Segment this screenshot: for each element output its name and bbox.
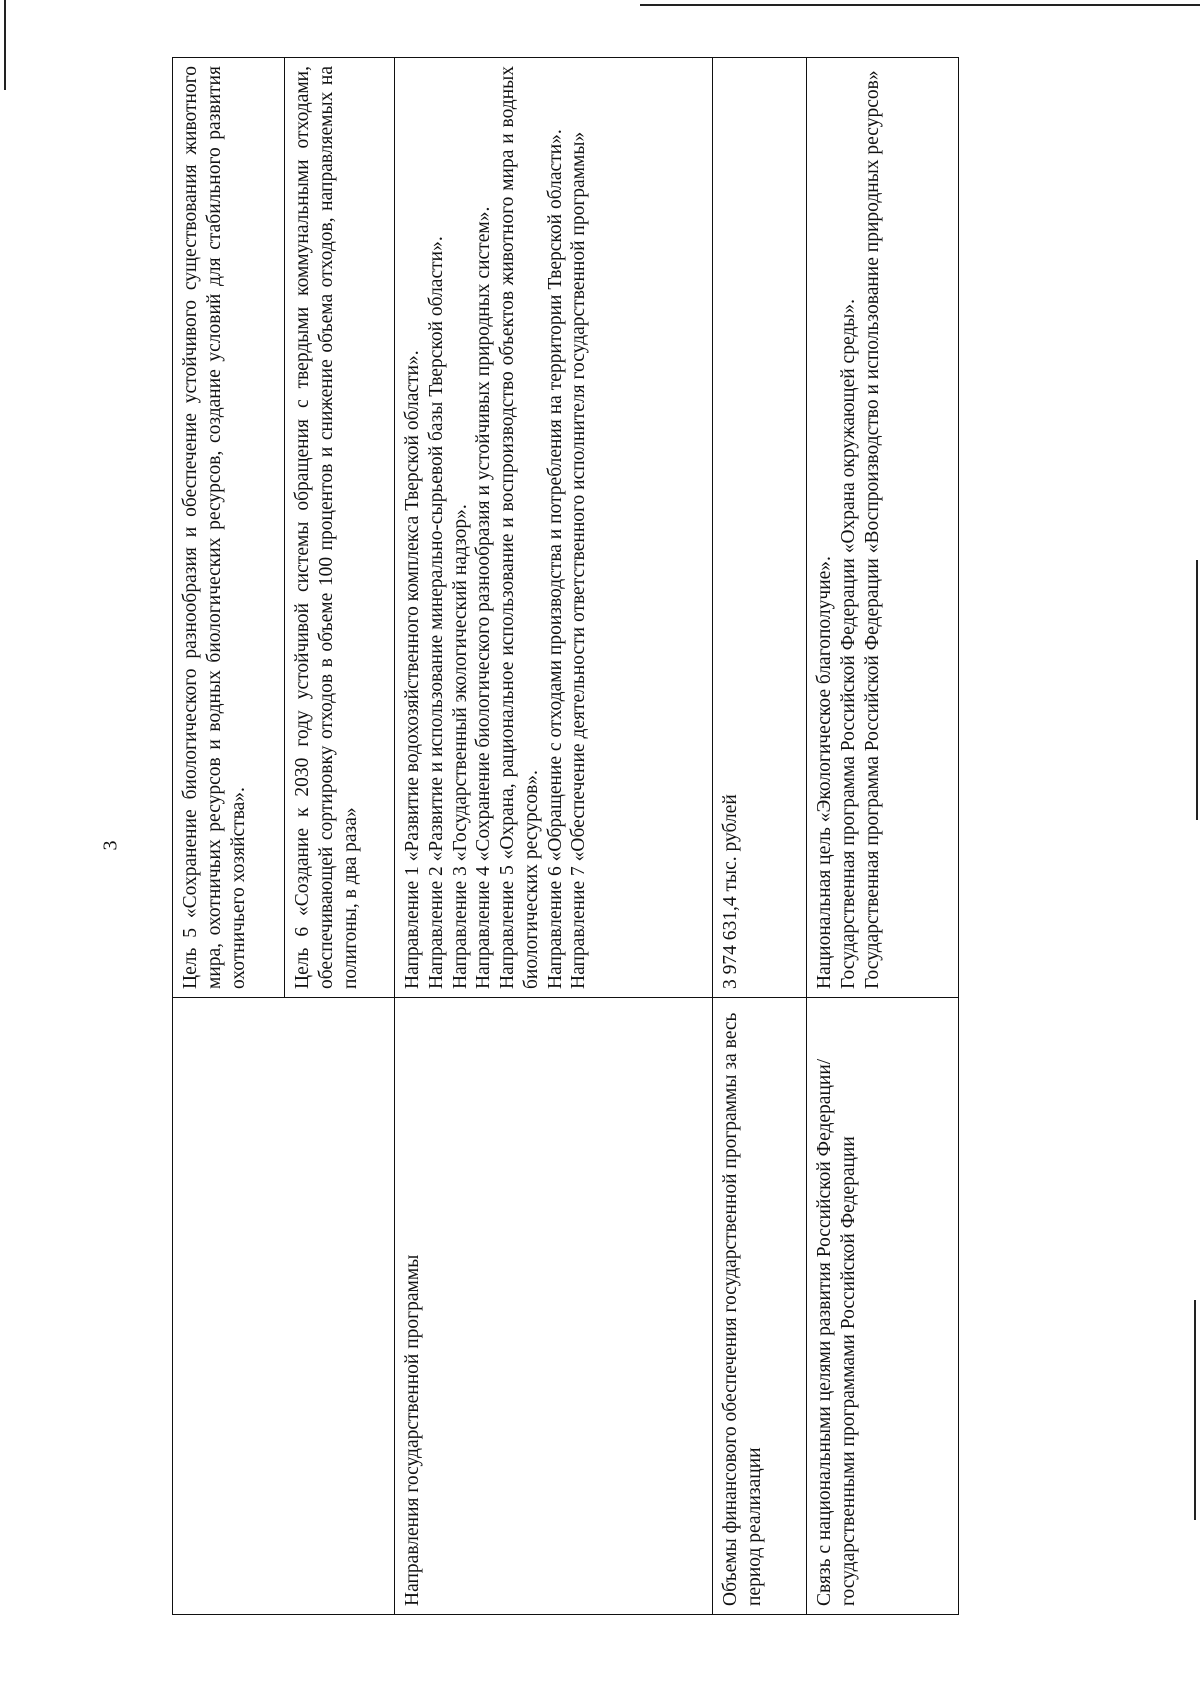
table-cell-label: Объемы финансового обеспечения государственной программы за весь период реализации (713, 998, 807, 1615)
scan-edge-line (4, 0, 6, 90)
table-cell-label: Направления государственной программы (395, 998, 713, 1615)
direction-2-text: Направление 2 «Развитие и использование минерально-сырьевой базы Тверской области». (425, 236, 447, 989)
direction-1-text: Направление 1 «Развитие водохозяйственного комплекса Тверской области». (402, 350, 423, 989)
national-goal-text: Национальная цель «Экологическое благополучие». (814, 556, 835, 989)
table-cell-value (395, 58, 713, 998)
table-cell-label: Связь с национальными целями развития Российской Федерации/государственными программами Российской Федерации (807, 998, 959, 1615)
table-cell-label (173, 998, 395, 1615)
direction-3-text: Направление 3 «Государственный экологический надзор». (449, 504, 471, 989)
financing-amount: 3 974 631,4 тыс. рублей (720, 794, 741, 989)
page-number: 3 (99, 840, 122, 851)
table-cell-value (285, 58, 395, 998)
table-row (395, 58, 713, 1615)
direction-4-text: Направление 4 «Сохранение биологического разнообразия и устойчивых природных систем». (473, 206, 495, 989)
goal-6-text: Цель 6 «Создание к 2030 году устойчивой системы обращения с твердыми коммунальными отходами, обеспечивающей сортировку отходов в объеме 100 процентов и снижение объема отходов, направляемых на полигоны, в два раза» (292, 66, 361, 989)
table-cell-value (713, 58, 807, 998)
federal-program-2-text: Государственная программа Российской Федерации «Воспроизводство и использование природных ресурсов» (861, 70, 883, 989)
direction-7-text: Направление 7 «Обеспечение деятельности ответственного исполнителя государственной программы» (568, 131, 590, 989)
scan-edge-line (1196, 560, 1198, 820)
direction-6-text: Направление 6 «Обращение с отходами производства и потребления на территории Тверской области». (544, 129, 566, 989)
scan-edge-line (640, 4, 1200, 6)
scan-edge-line (1194, 1300, 1196, 1520)
table-row (713, 58, 807, 1615)
direction-5-text: Направление 5 «Охрана, рациональное использование и воспроизводство объектов животного мира и водных биологических ресурсов». (497, 66, 542, 989)
rotated-table-frame (172, 66, 958, 1615)
table-row (173, 58, 285, 1615)
table-row (807, 58, 959, 1615)
table-cell-value (173, 58, 285, 998)
federal-program-1-text: Государственная программа Российской Федерации «Охрана окружающей среды». (837, 299, 859, 989)
table-cell-value (807, 58, 959, 998)
goal-5-text: Цель 5 «Сохранение биологического разнообразия и обеспечение устойчивого существования животного мира, охотничьих ресурсов и водных биологических ресурсов, создание условий для стабильного развития охотничьего хозяйства». (180, 66, 249, 989)
program-passport-table (172, 57, 959, 1615)
